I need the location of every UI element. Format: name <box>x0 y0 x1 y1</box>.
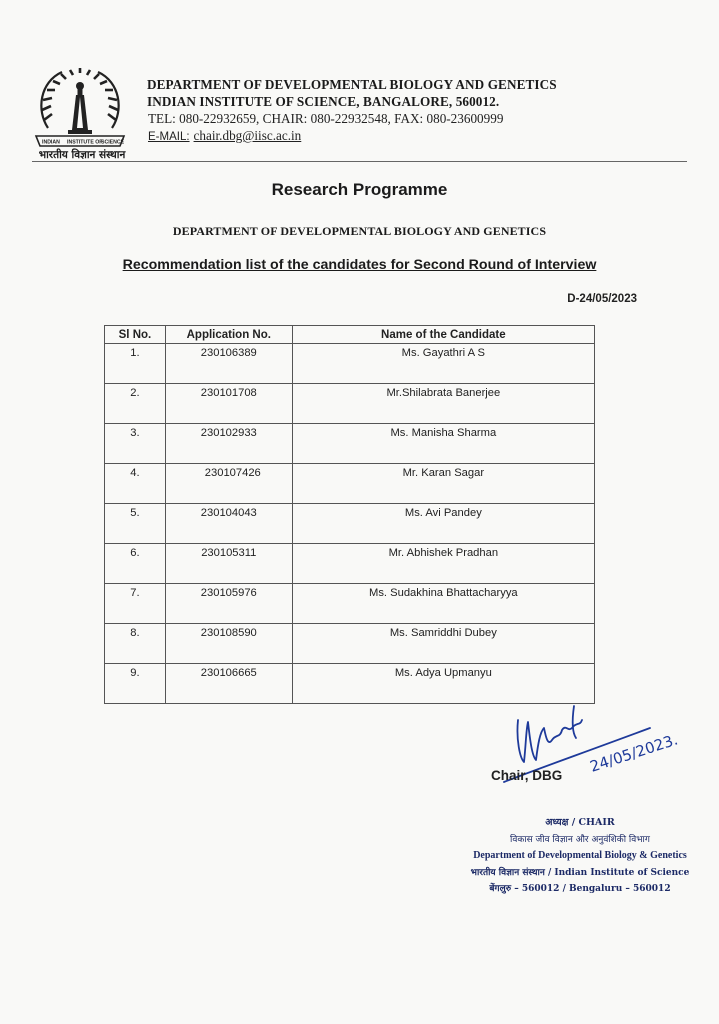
logo-caption: भारतीय विज्ञान संस्थान <box>38 149 126 161</box>
email-link[interactable]: chair.dbg@iisc.ac.in <box>193 128 302 143</box>
cell-sl-no: 4. <box>105 464 166 504</box>
header-application-no: Application No. <box>165 326 292 344</box>
cell-application-no: 230104043 <box>165 504 292 544</box>
table-row <box>105 344 595 384</box>
header-candidate-name: Name of the Candidate <box>292 326 594 344</box>
cell-application-no: 230106389 <box>165 344 292 384</box>
email-label: E-MAIL: <box>148 131 190 143</box>
table-row <box>105 664 595 704</box>
document-heading: Recommendation list of the candidates for Second Round of Interview <box>122 257 597 273</box>
letterhead-institute: INDIAN INSTITUTE OF SCIENCE, BANGALORE, 560012. <box>147 94 500 109</box>
cell-candidate-name: Mr. Abhishek Pradhan <box>292 544 594 584</box>
cell-candidate-name: Ms. Adya Upmanyu <box>292 664 594 704</box>
cell-candidate-name: Ms. Sudakhina Bhattacharyya <box>292 584 594 624</box>
document-date: D-24/05/2023 <box>567 293 637 305</box>
signatory-label: Chair, DBG <box>491 768 563 783</box>
cell-sl-no: 1. <box>105 344 166 384</box>
document-title: Research Programme <box>271 180 448 199</box>
cell-sl-no: 9. <box>105 664 166 704</box>
cell-application-no: 230101708 <box>165 384 292 424</box>
cell-candidate-name: Ms. Gayathri A S <box>292 344 594 384</box>
table-row <box>105 624 595 664</box>
stamp-department: Department of Developmental Biology & Genetics <box>473 850 687 861</box>
cell-candidate-name: Mr.Shilabrata Banerjee <box>292 384 594 424</box>
letterhead-contact: TEL: 080-22932659, CHAIR: 080-22932548, FAX: 080-23600999 <box>148 111 504 126</box>
table-row <box>105 584 595 624</box>
cell-sl-no: 7. <box>105 584 166 624</box>
cell-application-no: 230105976 <box>165 584 292 624</box>
letterhead-email-row <box>148 128 301 144</box>
candidates-table <box>104 325 595 704</box>
table-header-row <box>105 326 595 344</box>
cell-application-no: 230102933 <box>165 424 292 464</box>
official-stamp <box>452 815 708 898</box>
cell-candidate-name: Ms. Samriddhi Dubey <box>292 624 594 664</box>
cell-sl-no: 5. <box>105 504 166 544</box>
cell-application-no: 230106665 <box>165 664 292 704</box>
cell-application-no: 230105311 <box>165 544 292 584</box>
stamp-location: बेंगलुरु – 560012 / Bengaluru – 560012 <box>489 884 671 894</box>
cell-sl-no: 8. <box>105 624 166 664</box>
letterhead-department: DEPARTMENT OF DEVELOPMENTAL BIOLOGY AND GENETICS <box>147 77 557 92</box>
svg-text:INSTITUTE OF: INSTITUTE OF <box>67 139 103 146</box>
cell-candidate-name: Mr. Karan Sagar <box>292 464 594 504</box>
svg-text:INDIAN: INDIAN <box>42 139 60 146</box>
stamp-department-hindi: विकास जीव विज्ञान और अनुवंशिकी विभाग <box>510 834 650 845</box>
stamp-chair: अध्यक्ष / CHAIR <box>545 817 615 828</box>
letterhead-divider <box>32 161 687 162</box>
svg-text:SCIENCE: SCIENCE <box>101 139 125 146</box>
handwritten-date: 24/05/2023. <box>587 730 681 776</box>
iisc-emblem-icon <box>30 60 130 160</box>
cell-sl-no: 6. <box>105 544 166 584</box>
table-row <box>105 544 595 584</box>
header-sl-no: Sl No. <box>105 326 166 344</box>
cell-application-no: 230108590 <box>165 624 292 664</box>
cell-sl-no: 3. <box>105 424 166 464</box>
table-row <box>105 504 595 544</box>
document-subtitle: DEPARTMENT OF DEVELOPMENTAL BIOLOGY AND GENETICS <box>172 224 547 238</box>
stamp-institute: भारतीय विज्ञान संस्थान / Indian Institute of Science <box>470 867 690 878</box>
cell-candidate-name: Ms. Manisha Sharma <box>292 424 594 464</box>
table-row <box>105 464 595 504</box>
cell-application-no: 230107426 <box>165 464 292 504</box>
table-row <box>105 424 595 464</box>
table-row <box>105 384 595 424</box>
cell-sl-no: 2. <box>105 384 166 424</box>
cell-candidate-name: Ms. Avi Pandey <box>292 504 594 544</box>
